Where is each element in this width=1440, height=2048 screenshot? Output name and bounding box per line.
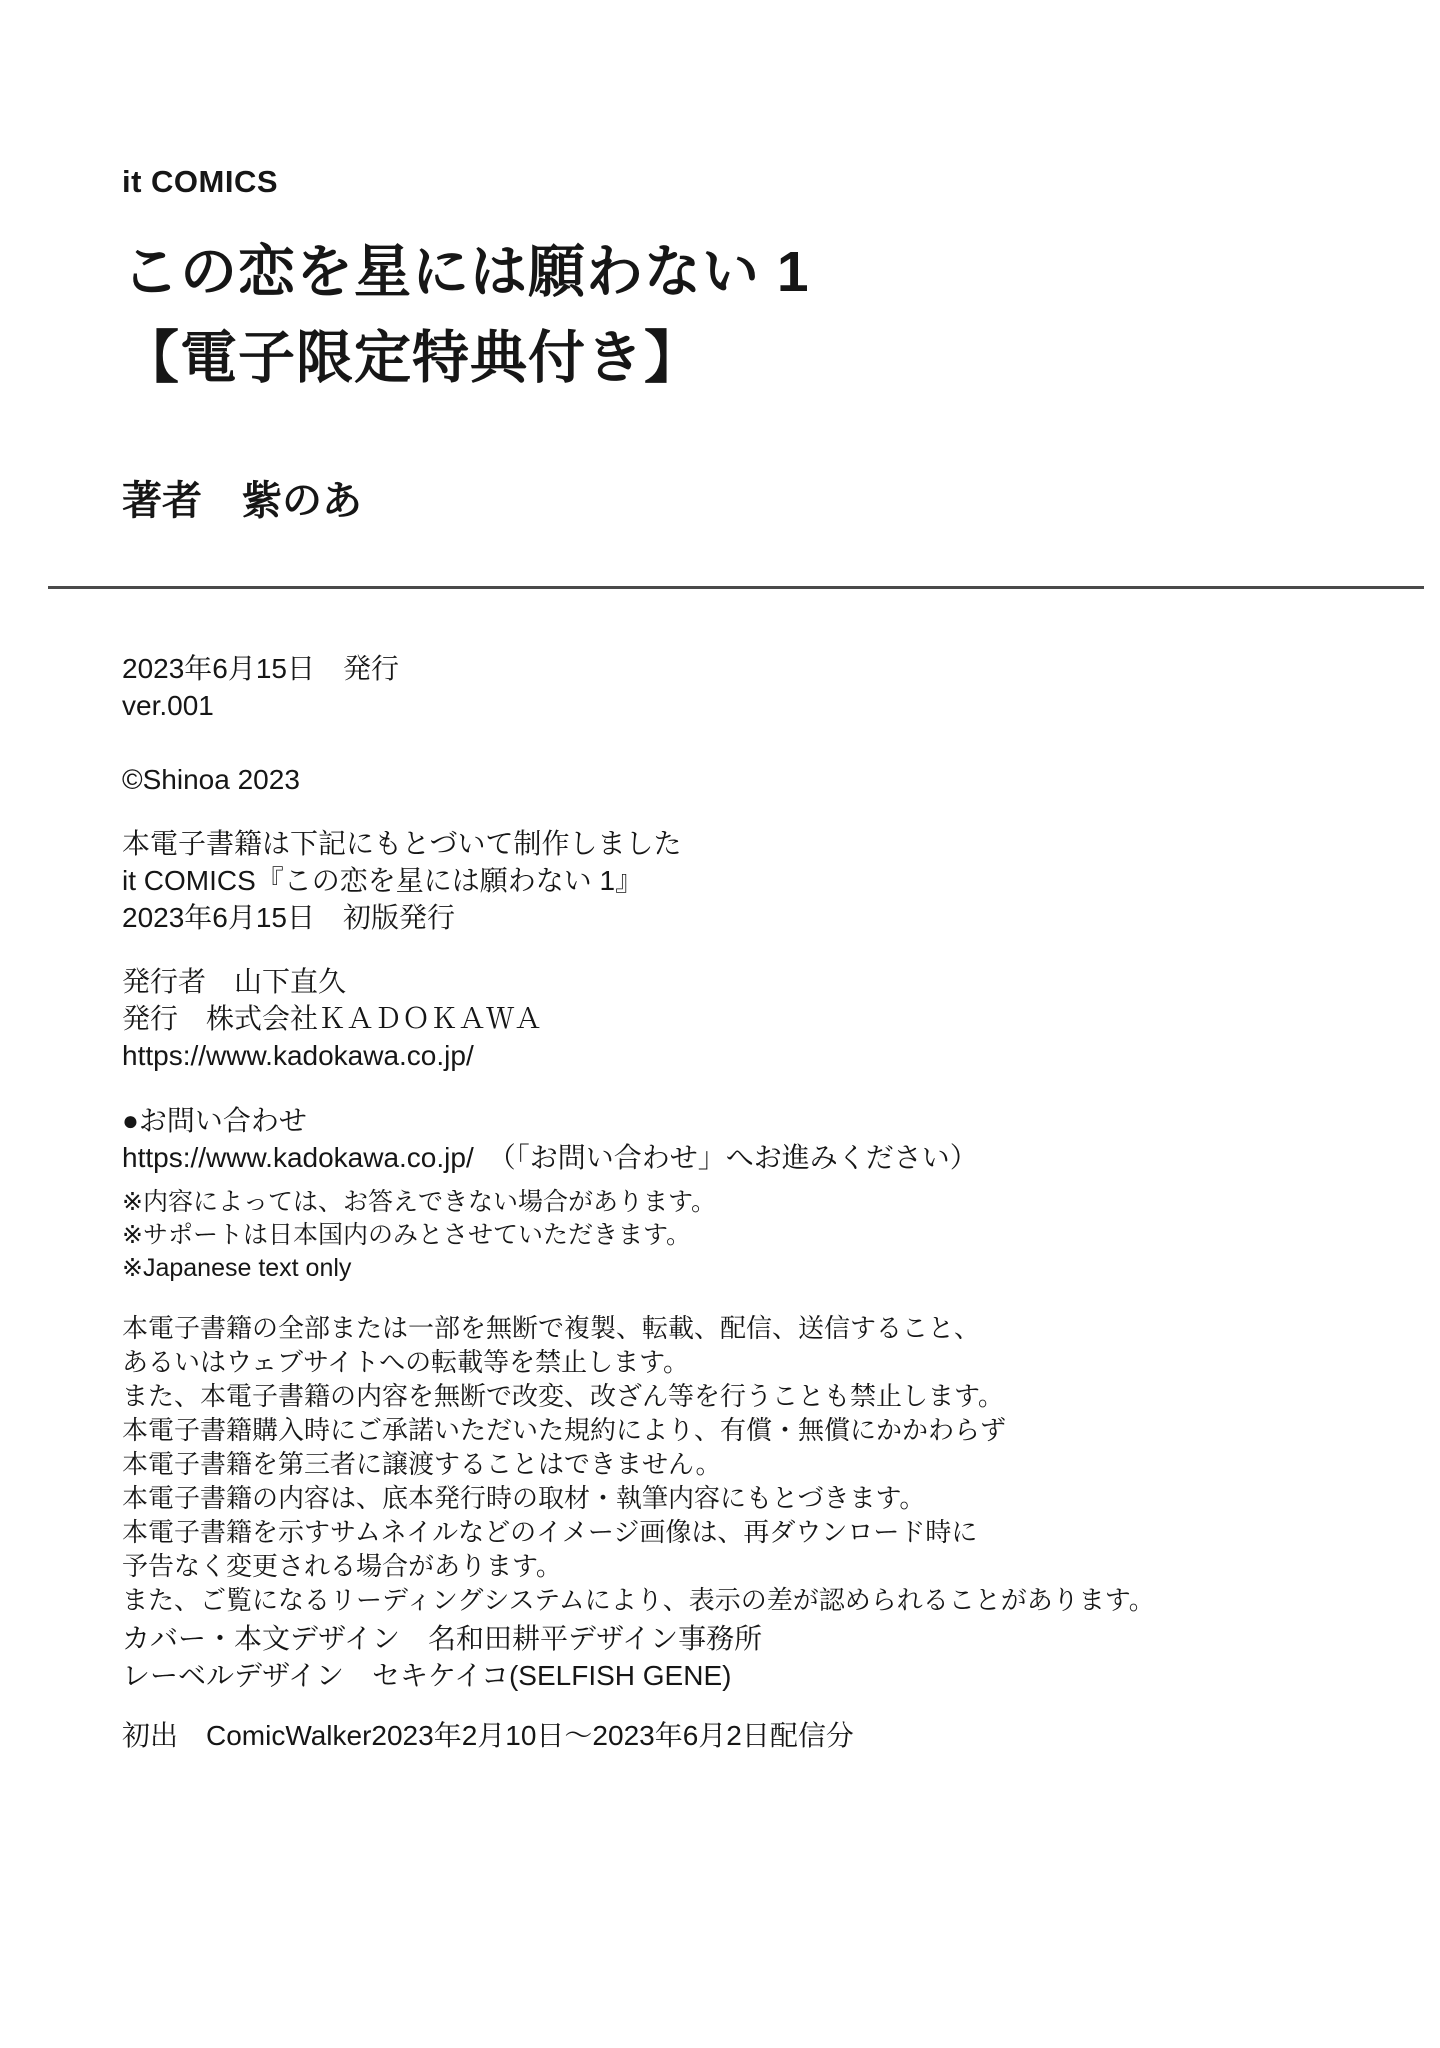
design-credits-block (122, 1620, 762, 1694)
contact-heading: ●お問い合わせ (122, 1105, 307, 1136)
legal-line-7: 本電子書籍を示すサムネイルなどのイメージ画像は、再ダウンロード時に (122, 1517, 978, 1547)
legal-line-5: 本電子書籍を第三者に譲渡することはできません。 (122, 1449, 722, 1479)
first-publication-line: 初出 ComicWalker2023年2月10日～2023年6月2日配信分 (122, 1720, 854, 1751)
publisher-person: 発行者 山下直久 (122, 966, 347, 997)
contact-note-3: ※Japanese text only (122, 1254, 352, 1282)
publisher-company: 発行 株式会社ＫＡＤＯＫＡＷＡ (122, 1003, 543, 1034)
source-note: 本電子書籍は下記にもとづいて制作しました (122, 828, 682, 859)
legal-line-4: 本電子書籍購入時にご承諾いただいた規約により、有償・無償にかかわらず (122, 1415, 1007, 1445)
publisher-url: https://www.kadokawa.co.jp/ (122, 1040, 474, 1071)
source-first-print-date: 2023年6月15日 初版発行 (122, 902, 456, 933)
contact-url-line: https://www.kadokawa.co.jp/ （「お問い合わせ」へお進みください） (122, 1142, 978, 1173)
horizontal-divider (48, 586, 1424, 589)
edition-block (122, 650, 399, 724)
issue-date: 2023年6月15日 発行 (122, 653, 400, 684)
publisher-block (122, 963, 542, 1074)
legal-line-1: 本電子書籍の全部または一部を無断で複製、転載、配信、送信すること、 (122, 1313, 981, 1343)
legal-line-9: また、ご覧になるリーディングシステムにより、表示の差が認められることがあります。 (122, 1585, 1155, 1615)
cover-design-credit: カバー・本文デザイン 名和田耕平デザイン事務所 (122, 1623, 763, 1654)
book-title-line1: この恋を星には願わない 1 (122, 240, 810, 304)
author-line: 著者 紫のあ (122, 479, 362, 523)
legal-notice-block (122, 1311, 1155, 1617)
copyright-line: ©Shinoa 2023 (122, 764, 300, 795)
label-design-credit: レーベルデザイン セキケイコ(SELFISH GENE) (122, 1660, 732, 1691)
contact-notes-block (122, 1186, 716, 1285)
contact-block (122, 1102, 978, 1176)
version: ver.001 (122, 690, 214, 721)
source-edition-block (122, 825, 681, 936)
book-title (122, 229, 810, 401)
legal-line-8: 予告なく変更される場合があります。 (122, 1551, 562, 1581)
contact-note-1: ※内容によっては、お答えできない場合があります。 (122, 1188, 716, 1216)
book-title-line2: 【電子限定特典付き】 (122, 326, 702, 390)
source-title: it COMICS『この恋を星には願わない 1』 (122, 865, 644, 896)
contact-note-2: ※サポートは日本国内のみとさせていただきます。 (122, 1221, 691, 1249)
legal-line-6: 本電子書籍の内容は、底本発行時の取材・執筆内容にもとづきます。 (122, 1483, 926, 1513)
legal-line-3: また、本電子書籍の内容を無断で改変、改ざん等を行うことも禁止します。 (122, 1381, 1004, 1411)
imprint-label: it COMICS (122, 164, 279, 199)
legal-line-2: あるいはウェブサイトへの転載等を禁止します。 (122, 1347, 690, 1377)
